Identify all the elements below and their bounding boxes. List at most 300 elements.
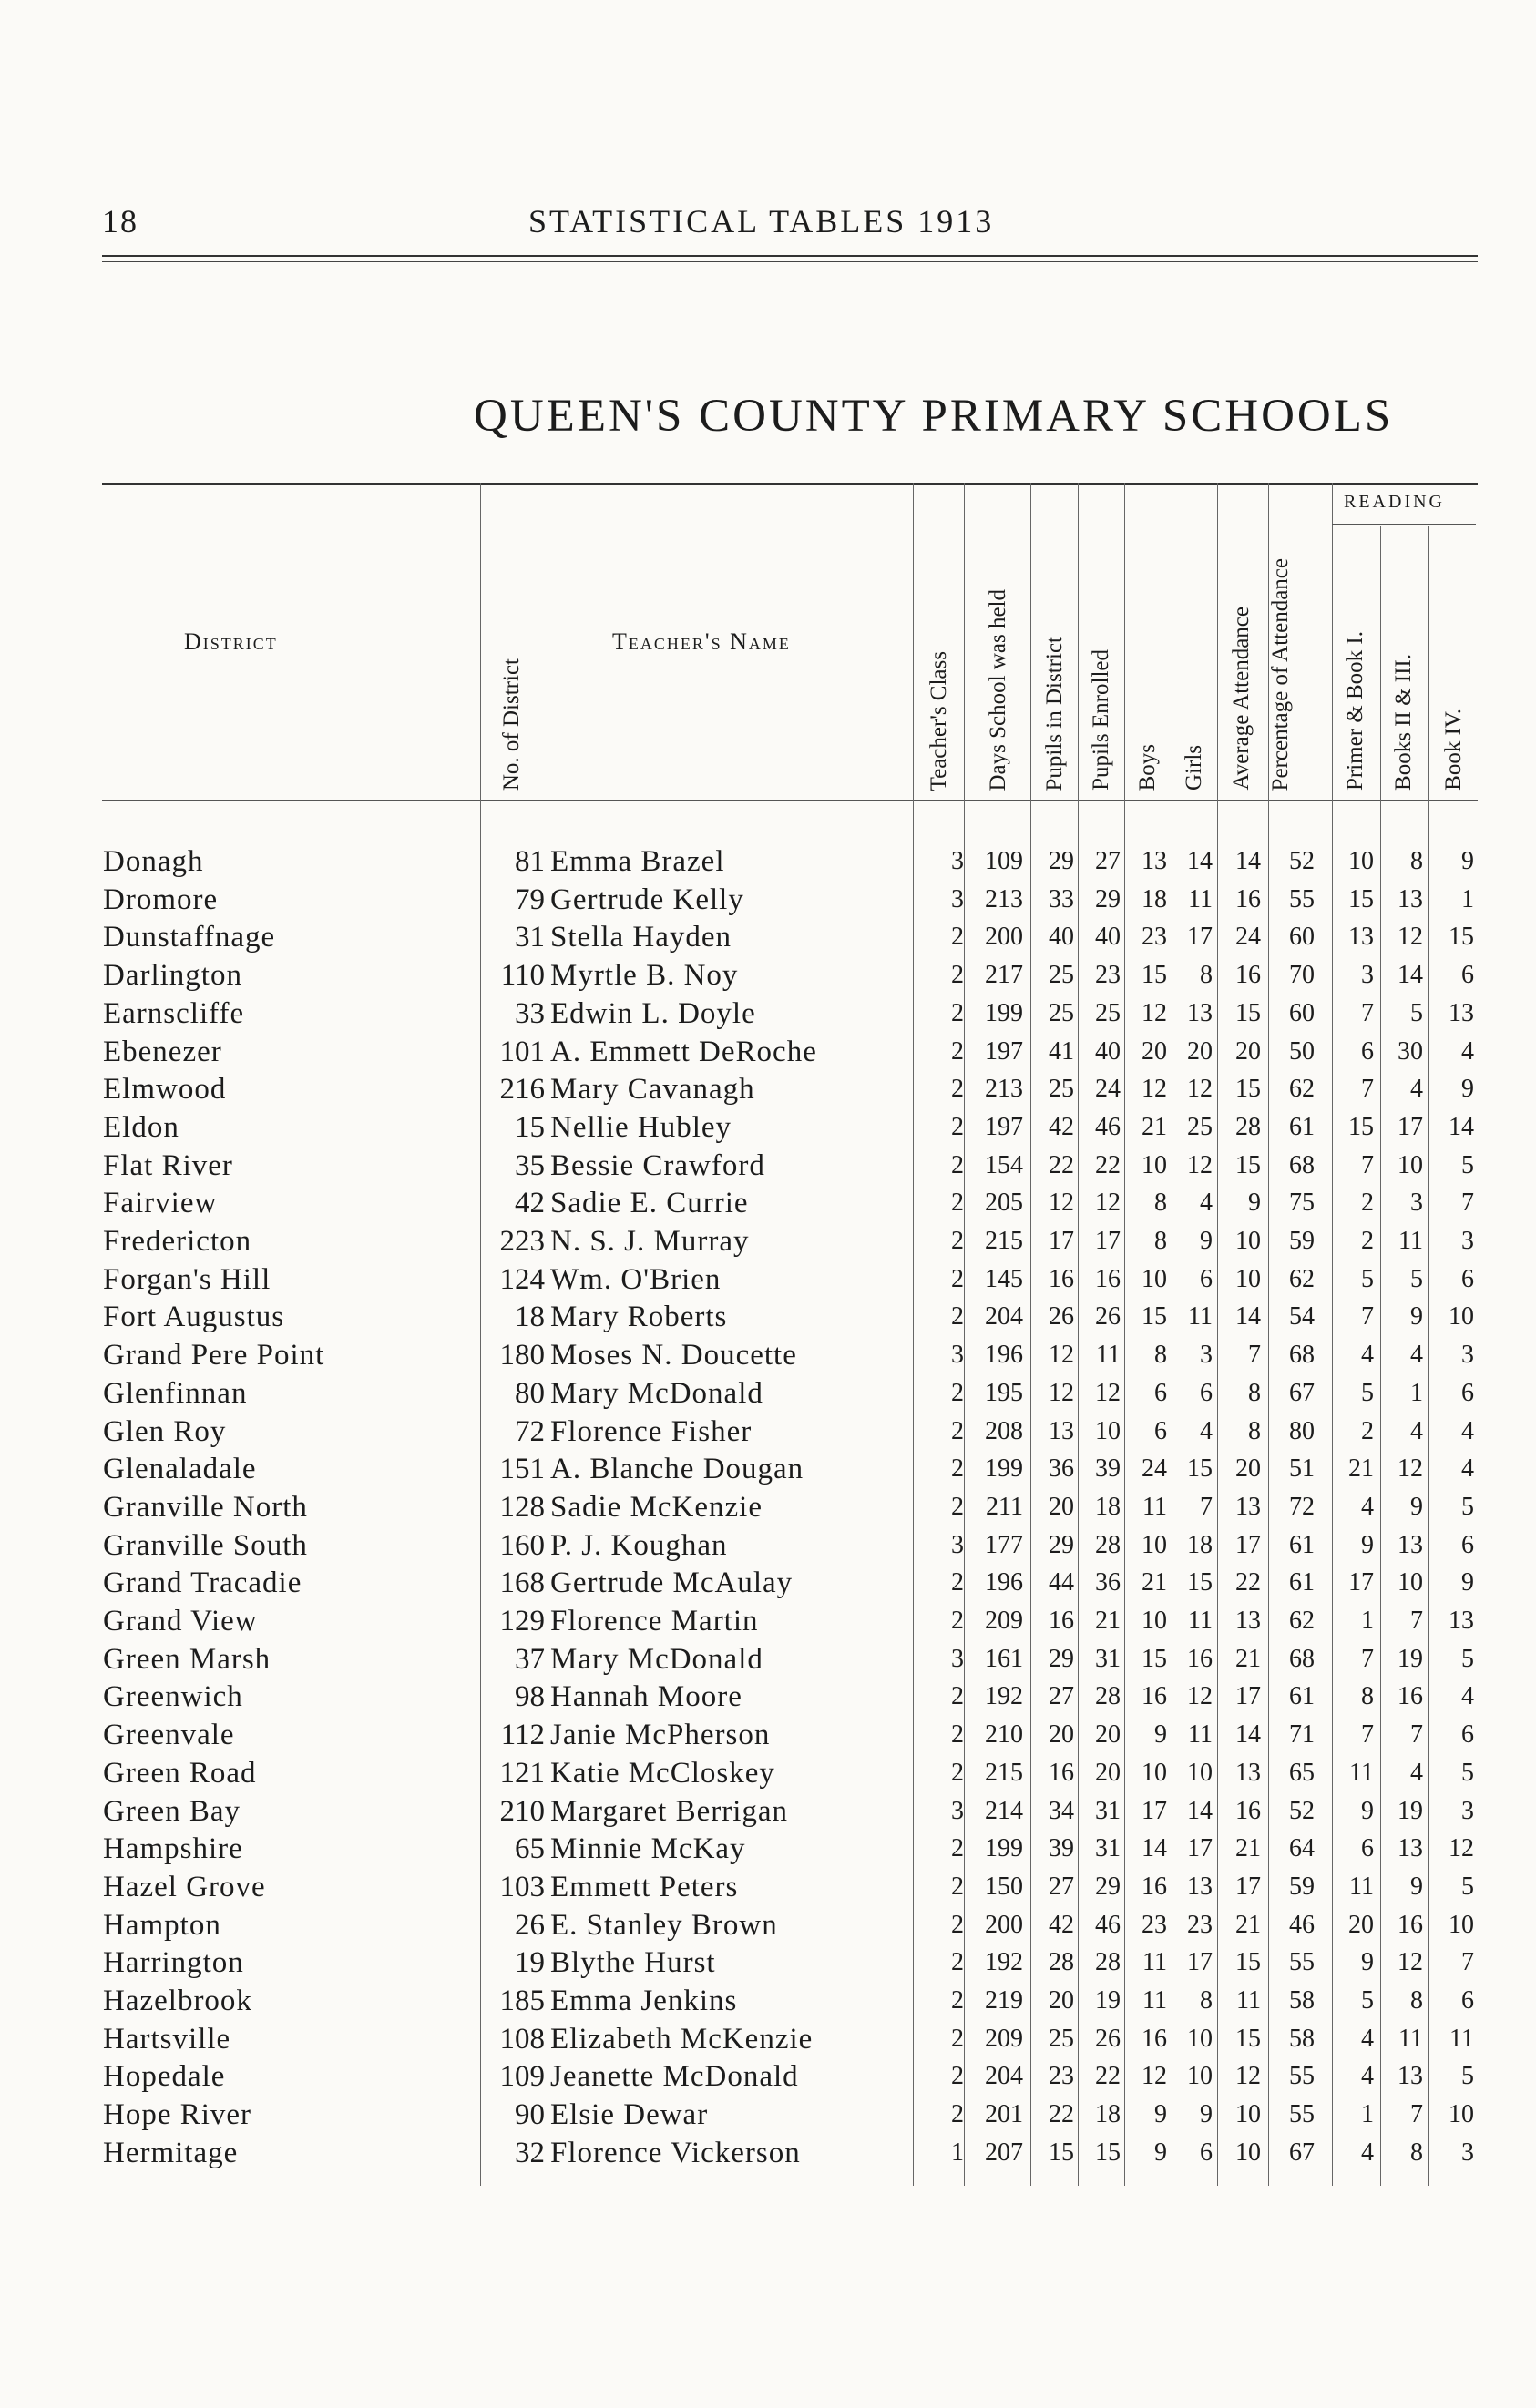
cell-books-2-3: 5 xyxy=(1410,1264,1423,1293)
cell-boys: 11 xyxy=(1142,1948,1167,1977)
cell-average-attendance: 17 xyxy=(1235,1530,1261,1559)
cell-pupils-enrolled: 39 xyxy=(1095,1454,1121,1484)
cell-average-attendance: 13 xyxy=(1235,1607,1261,1635)
cell-days-held: 195 xyxy=(985,1378,1023,1407)
cell-teacher-class: 2 xyxy=(951,1910,964,1939)
cell-book-4: 6 xyxy=(1461,1720,1474,1750)
cell-primer-book-1: 4 xyxy=(1361,2024,1374,2053)
cell-pupils-in-district: 25 xyxy=(1049,2024,1074,2053)
table-row xyxy=(0,1602,1536,1640)
header-pupils-enrolled: Pupils Enrolled xyxy=(1089,649,1113,791)
cell-percentage-attendance: 60 xyxy=(1289,923,1315,952)
cell-percentage-attendance: 65 xyxy=(1289,1758,1315,1787)
cell-books-2-3: 30 xyxy=(1398,1036,1423,1066)
cell-pupils-in-district: 42 xyxy=(1049,1112,1074,1141)
cell-average-attendance: 9 xyxy=(1248,1189,1261,1218)
cell-percentage-attendance: 59 xyxy=(1289,1872,1315,1901)
table-row xyxy=(0,1413,1536,1451)
cell-pupils-enrolled: 19 xyxy=(1095,1986,1121,2015)
cell-district: Hope River xyxy=(103,2098,252,2132)
cell-boys: 17 xyxy=(1142,1796,1167,1825)
cell-district-number: 32 xyxy=(515,2136,545,2169)
table-header-rule xyxy=(102,800,1478,801)
cell-boys: 13 xyxy=(1142,847,1167,875)
cell-girls: 9 xyxy=(1200,2100,1213,2129)
cell-pupils-enrolled: 24 xyxy=(1095,1075,1121,1104)
cell-boys: 12 xyxy=(1142,998,1167,1027)
table-row xyxy=(0,1678,1536,1716)
cell-teacher-name: Emma Jenkins xyxy=(550,1985,738,2017)
cell-district: Grand Pere Point xyxy=(103,1339,325,1372)
cell-pupils-in-district: 12 xyxy=(1049,1378,1074,1407)
cell-teacher-name: Moses N. Doucette xyxy=(550,1339,797,1372)
cell-pupils-enrolled: 25 xyxy=(1095,998,1121,1027)
cell-district: Hampshire xyxy=(103,1832,243,1866)
cell-average-attendance: 21 xyxy=(1235,1834,1261,1863)
cell-teacher-name: Gertrude McAulay xyxy=(550,1566,794,1600)
cell-pupils-enrolled: 27 xyxy=(1095,847,1121,875)
cell-district: Fairview xyxy=(103,1187,218,1220)
cell-primer-book-1: 9 xyxy=(1361,1796,1374,1825)
cell-percentage-attendance: 68 xyxy=(1289,1341,1315,1370)
cell-primer-book-1: 7 xyxy=(1361,1075,1374,1104)
cell-percentage-attendance: 61 xyxy=(1289,1530,1315,1559)
cell-book-4: 3 xyxy=(1461,1227,1474,1255)
cell-district-number: 216 xyxy=(499,1073,545,1107)
cell-days-held: 213 xyxy=(985,884,1023,913)
cell-boys: 10 xyxy=(1142,1758,1167,1787)
cell-girls: 18 xyxy=(1187,1530,1213,1559)
cell-book-4: 6 xyxy=(1461,1378,1474,1407)
cell-books-2-3: 19 xyxy=(1398,1796,1423,1825)
cell-district: Green Marsh xyxy=(103,1642,271,1676)
cell-teacher-class: 2 xyxy=(951,1302,964,1332)
header-boys: Boys xyxy=(1135,743,1160,791)
table-row xyxy=(0,1716,1536,1754)
table-row xyxy=(0,1792,1536,1831)
cell-book-4: 6 xyxy=(1461,1264,1474,1293)
cell-teacher-class: 2 xyxy=(951,1568,964,1597)
cell-percentage-attendance: 68 xyxy=(1289,1644,1315,1673)
cell-girls: 14 xyxy=(1187,847,1213,875)
cell-pupils-in-district: 29 xyxy=(1049,1644,1074,1673)
cell-primer-book-1: 2 xyxy=(1361,1189,1374,1218)
cell-average-attendance: 15 xyxy=(1235,1948,1261,1977)
cell-books-2-3: 9 xyxy=(1410,1302,1423,1332)
cell-books-2-3: 7 xyxy=(1410,1607,1423,1635)
cell-teacher-name: Florence Vickerson xyxy=(550,2136,801,2169)
cell-boys: 21 xyxy=(1142,1112,1167,1141)
cell-days-held: 154 xyxy=(985,1150,1023,1179)
cell-district-number: 112 xyxy=(500,1719,545,1752)
cell-book-4: 5 xyxy=(1461,1644,1474,1673)
cell-days-held: 209 xyxy=(985,1607,1023,1635)
cell-pupils-in-district: 20 xyxy=(1049,1986,1074,2015)
cell-district-number: 110 xyxy=(500,959,545,993)
cell-average-attendance: 10 xyxy=(1235,2138,1261,2167)
cell-district: Greenvale xyxy=(103,1719,235,1752)
cell-pupils-enrolled: 46 xyxy=(1095,1112,1121,1141)
cell-books-2-3: 8 xyxy=(1410,1986,1423,2015)
cell-teacher-class: 3 xyxy=(951,1644,964,1673)
cell-girls: 7 xyxy=(1200,1492,1213,1521)
cell-primer-book-1: 10 xyxy=(1348,847,1374,875)
cell-book-4: 11 xyxy=(1449,2024,1474,2053)
cell-boys: 23 xyxy=(1142,923,1167,952)
cell-teacher-name: E. Stanley Brown xyxy=(550,1908,778,1942)
cell-girls: 6 xyxy=(1200,2138,1213,2167)
cell-boys: 10 xyxy=(1142,1530,1167,1559)
cell-girls: 13 xyxy=(1187,998,1213,1027)
cell-pupils-enrolled: 18 xyxy=(1095,1492,1121,1521)
cell-district-number: 33 xyxy=(515,996,545,1030)
cell-district: Fort Augustus xyxy=(103,1301,285,1334)
cell-average-attendance: 17 xyxy=(1235,1872,1261,1901)
cell-primer-book-1: 4 xyxy=(1361,2138,1374,2167)
cell-percentage-attendance: 70 xyxy=(1289,961,1315,990)
cell-book-4: 3 xyxy=(1461,1341,1474,1370)
cell-boys: 15 xyxy=(1142,961,1167,990)
cell-district-number: 168 xyxy=(499,1566,545,1600)
cell-pupils-in-district: 25 xyxy=(1049,998,1074,1027)
table-row xyxy=(0,2096,1536,2134)
cell-average-attendance: 15 xyxy=(1235,2024,1261,2053)
cell-books-2-3: 4 xyxy=(1410,1341,1423,1370)
cell-teacher-name: Florence Fisher xyxy=(550,1414,753,1448)
cell-pupils-in-district: 20 xyxy=(1049,1492,1074,1521)
cell-district-number: 124 xyxy=(499,1262,545,1296)
table-row xyxy=(0,918,1536,956)
cell-average-attendance: 10 xyxy=(1235,1227,1261,1255)
cell-book-4: 3 xyxy=(1461,1796,1474,1825)
cell-district-number: 37 xyxy=(515,1642,545,1676)
cell-average-attendance: 8 xyxy=(1248,1378,1261,1407)
cell-pupils-enrolled: 20 xyxy=(1095,1720,1121,1750)
cell-district: Green Road xyxy=(103,1756,257,1790)
cell-pupils-in-district: 29 xyxy=(1049,847,1074,875)
cell-girls: 17 xyxy=(1187,923,1213,952)
cell-girls: 10 xyxy=(1187,2024,1213,2053)
cell-average-attendance: 11 xyxy=(1236,1986,1261,2015)
cell-book-4: 6 xyxy=(1461,1530,1474,1559)
cell-percentage-attendance: 52 xyxy=(1289,1796,1315,1825)
cell-boys: 21 xyxy=(1142,1568,1167,1597)
cell-books-2-3: 9 xyxy=(1410,1492,1423,1521)
cell-teacher-class: 2 xyxy=(951,1112,964,1141)
cell-district-number: 108 xyxy=(499,2022,545,2056)
cell-average-attendance: 28 xyxy=(1235,1112,1261,1141)
cell-average-attendance: 14 xyxy=(1235,1720,1261,1750)
cell-days-held: 219 xyxy=(985,1986,1023,2015)
cell-girls: 10 xyxy=(1187,2062,1213,2091)
cell-district-number: 79 xyxy=(515,883,545,916)
cell-district: Donagh xyxy=(103,845,204,878)
cell-primer-book-1: 13 xyxy=(1348,923,1374,952)
cell-days-held: 199 xyxy=(985,998,1023,1027)
cell-teacher-name: Margaret Berrigan xyxy=(550,1794,789,1828)
cell-pupils-enrolled: 15 xyxy=(1095,2138,1121,2167)
cell-pupils-enrolled: 11 xyxy=(1096,1341,1121,1370)
cell-pupils-in-district: 17 xyxy=(1049,1227,1074,1255)
cell-primer-book-1: 2 xyxy=(1361,1416,1374,1445)
cell-days-held: 192 xyxy=(985,1682,1023,1711)
cell-average-attendance: 8 xyxy=(1248,1416,1261,1445)
cell-teacher-class: 2 xyxy=(951,923,964,952)
cell-teacher-name: Florence Martin xyxy=(550,1605,759,1638)
cell-percentage-attendance: 51 xyxy=(1289,1454,1315,1484)
cell-teacher-name: Stella Hayden xyxy=(550,921,732,954)
cell-days-held: 217 xyxy=(985,961,1023,990)
cell-primer-book-1: 7 xyxy=(1361,1150,1374,1179)
cell-district-number: 35 xyxy=(515,1148,545,1182)
table-row xyxy=(0,1033,1536,1071)
cell-district-number: 109 xyxy=(499,2060,545,2094)
cell-percentage-attendance: 72 xyxy=(1289,1492,1315,1521)
cell-pupils-enrolled: 12 xyxy=(1095,1378,1121,1407)
cell-district-number: 81 xyxy=(515,845,545,878)
header-book-4: Book IV. xyxy=(1441,709,1466,791)
cell-district-number: 185 xyxy=(499,1985,545,2017)
cell-book-4: 13 xyxy=(1449,1607,1474,1635)
cell-pupils-enrolled: 20 xyxy=(1095,1758,1121,1787)
cell-average-attendance: 17 xyxy=(1235,1682,1261,1711)
table-row xyxy=(0,1108,1536,1147)
cell-pupils-in-district: 22 xyxy=(1049,2100,1074,2129)
cell-average-attendance: 14 xyxy=(1235,847,1261,875)
cell-district: Hartsville xyxy=(103,2022,231,2056)
cell-average-attendance: 15 xyxy=(1235,1150,1261,1179)
cell-pupils-in-district: 22 xyxy=(1049,1150,1074,1179)
cell-days-held: 200 xyxy=(985,1910,1023,1939)
cell-average-attendance: 10 xyxy=(1235,1264,1261,1293)
cell-days-held: 197 xyxy=(985,1036,1023,1066)
cell-books-2-3: 4 xyxy=(1410,1416,1423,1445)
cell-percentage-attendance: 50 xyxy=(1289,1036,1315,1066)
cell-days-held: 196 xyxy=(985,1341,1023,1370)
cell-pupils-enrolled: 28 xyxy=(1095,1682,1121,1711)
cell-days-held: 200 xyxy=(985,923,1023,952)
table-row xyxy=(0,1147,1536,1185)
header-district: District xyxy=(184,628,278,655)
cell-girls: 9 xyxy=(1200,1227,1213,1255)
cell-girls: 20 xyxy=(1187,1036,1213,1066)
cell-teacher-name: Gertrude Kelly xyxy=(550,883,744,916)
cell-teacher-name: Wm. O'Brien xyxy=(550,1262,722,1296)
cell-teacher-class: 2 xyxy=(951,2062,964,2091)
cell-primer-book-1: 6 xyxy=(1361,1834,1374,1863)
cell-books-2-3: 10 xyxy=(1398,1568,1423,1597)
cell-pupils-in-district: 27 xyxy=(1049,1872,1074,1901)
cell-boys: 23 xyxy=(1142,1910,1167,1939)
table-row xyxy=(0,1336,1536,1374)
cell-girls: 4 xyxy=(1200,1189,1213,1218)
cell-girls: 12 xyxy=(1187,1682,1213,1711)
cell-teacher-class: 2 xyxy=(951,1720,964,1750)
cell-girls: 3 xyxy=(1200,1341,1213,1370)
cell-boys: 15 xyxy=(1142,1302,1167,1332)
cell-average-attendance: 16 xyxy=(1235,1796,1261,1825)
cell-teacher-class: 2 xyxy=(951,1607,964,1635)
table-row xyxy=(0,1982,1536,2020)
cell-district-number: 26 xyxy=(515,1908,545,1942)
cell-district: Earnscliffe xyxy=(103,996,245,1030)
cell-girls: 8 xyxy=(1200,1986,1213,2015)
cell-teacher-name: Mary McDonald xyxy=(550,1376,763,1410)
cell-district-number: 65 xyxy=(515,1832,545,1866)
running-title: STATISTICAL TABLES 1913 xyxy=(528,203,995,240)
cell-girls: 14 xyxy=(1187,1796,1213,1825)
table-row xyxy=(0,2057,1536,2096)
cell-books-2-3: 16 xyxy=(1398,1682,1423,1711)
cell-district: Darlington xyxy=(103,959,242,993)
cell-district: Hampton xyxy=(103,1908,221,1942)
header-teacher-name: Teacher's Name xyxy=(612,628,791,655)
cell-average-attendance: 20 xyxy=(1235,1036,1261,1066)
cell-average-attendance: 22 xyxy=(1235,1568,1261,1597)
table-row xyxy=(0,956,1536,995)
cell-days-held: 213 xyxy=(985,1075,1023,1104)
cell-percentage-attendance: 61 xyxy=(1289,1568,1315,1597)
table-row xyxy=(0,1830,1536,1868)
cell-book-4: 5 xyxy=(1461,1492,1474,1521)
cell-teacher-name: Sadie McKenzie xyxy=(550,1490,763,1524)
cell-teacher-name: Mary Cavanagh xyxy=(550,1073,755,1107)
cell-district-number: 103 xyxy=(499,1870,545,1903)
cell-books-2-3: 11 xyxy=(1398,1227,1423,1255)
cell-books-2-3: 13 xyxy=(1398,1530,1423,1559)
header-days-held: Days School was held xyxy=(986,588,1010,791)
cell-boys: 6 xyxy=(1154,1378,1167,1407)
cell-district: Hazelbrook xyxy=(103,1985,252,2017)
cell-days-held: 145 xyxy=(985,1264,1023,1293)
cell-pupils-enrolled: 28 xyxy=(1095,1948,1121,1977)
cell-boys: 12 xyxy=(1142,2062,1167,2091)
cell-pupils-enrolled: 29 xyxy=(1095,884,1121,913)
cell-district-number: 90 xyxy=(515,2098,545,2132)
cell-district-number: 42 xyxy=(515,1187,545,1220)
table-row xyxy=(0,1640,1536,1678)
cell-primer-book-1: 7 xyxy=(1361,1720,1374,1750)
cell-teacher-class: 2 xyxy=(951,961,964,990)
cell-teacher-class: 2 xyxy=(951,1986,964,2015)
cell-boys: 8 xyxy=(1154,1341,1167,1370)
cell-teacher-name: N. S. J. Murray xyxy=(550,1225,750,1258)
cell-boys: 8 xyxy=(1154,1189,1167,1218)
cell-pupils-enrolled: 31 xyxy=(1095,1796,1121,1825)
cell-boys: 18 xyxy=(1142,884,1167,913)
page-number: 18 xyxy=(102,203,138,240)
cell-pupils-in-district: 34 xyxy=(1049,1796,1074,1825)
table-row xyxy=(0,995,1536,1033)
cell-primer-book-1: 4 xyxy=(1361,1341,1374,1370)
cell-average-attendance: 15 xyxy=(1235,998,1261,1027)
cell-books-2-3: 7 xyxy=(1410,1720,1423,1750)
cell-pupils-in-district: 39 xyxy=(1049,1834,1074,1863)
cell-pupils-in-district: 28 xyxy=(1049,1948,1074,1977)
cell-girls: 10 xyxy=(1187,1758,1213,1787)
header-average-attendance: Average Attendance xyxy=(1229,607,1254,791)
cell-books-2-3: 9 xyxy=(1410,1872,1423,1901)
cell-pupils-in-district: 33 xyxy=(1049,884,1074,913)
cell-boys: 6 xyxy=(1154,1416,1167,1445)
cell-book-4: 10 xyxy=(1449,1910,1474,1939)
cell-books-2-3: 13 xyxy=(1398,1834,1423,1863)
table-row xyxy=(0,1906,1536,1944)
cell-days-held: 199 xyxy=(985,1454,1023,1484)
table-row xyxy=(0,1564,1536,1602)
cell-teacher-class: 3 xyxy=(951,1796,964,1825)
cell-book-4: 1 xyxy=(1461,884,1474,913)
cell-book-4: 5 xyxy=(1461,1150,1474,1179)
cell-books-2-3: 13 xyxy=(1398,884,1423,913)
cell-days-held: 209 xyxy=(985,2024,1023,2053)
cell-days-held: 109 xyxy=(985,847,1023,875)
cell-boys: 11 xyxy=(1142,1986,1167,2015)
table-top-rule xyxy=(102,483,1478,485)
cell-district: Flat River xyxy=(103,1148,233,1182)
cell-book-4: 4 xyxy=(1461,1416,1474,1445)
cell-book-4: 10 xyxy=(1449,1302,1474,1332)
cell-percentage-attendance: 55 xyxy=(1289,2100,1315,2129)
cell-district: Dromore xyxy=(103,883,219,916)
cell-days-held: 177 xyxy=(985,1530,1023,1559)
cell-teacher-class: 2 xyxy=(951,1075,964,1104)
cell-pupils-in-district: 25 xyxy=(1049,961,1074,990)
cell-girls: 25 xyxy=(1187,1112,1213,1141)
cell-girls: 23 xyxy=(1187,1910,1213,1939)
cell-boys: 10 xyxy=(1142,1150,1167,1179)
cell-average-attendance: 15 xyxy=(1235,1075,1261,1104)
cell-books-2-3: 5 xyxy=(1410,998,1423,1027)
cell-books-2-3: 4 xyxy=(1410,1075,1423,1104)
cell-days-held: 207 xyxy=(985,2138,1023,2167)
cell-district-number: 160 xyxy=(499,1528,545,1562)
cell-teacher-class: 2 xyxy=(951,1682,964,1711)
table-row xyxy=(0,1184,1536,1222)
cell-teacher-class: 2 xyxy=(951,1758,964,1787)
cell-girls: 4 xyxy=(1200,1416,1213,1445)
cell-boys: 10 xyxy=(1142,1264,1167,1293)
cell-teacher-name: Sadie E. Currie xyxy=(550,1187,749,1220)
cell-district-number: 72 xyxy=(515,1414,545,1448)
cell-percentage-attendance: 62 xyxy=(1289,1264,1315,1293)
cell-pupils-in-district: 12 xyxy=(1049,1341,1074,1370)
cell-teacher-name: Katie McCloskey xyxy=(550,1756,775,1790)
cell-district-number: 101 xyxy=(499,1035,545,1068)
cell-pupils-enrolled: 40 xyxy=(1095,1036,1121,1066)
cell-teacher-name: Minnie McKay xyxy=(550,1832,746,1866)
cell-boys: 15 xyxy=(1142,1644,1167,1673)
cell-book-4: 5 xyxy=(1461,1872,1474,1901)
cell-girls: 17 xyxy=(1187,1948,1213,1977)
cell-primer-book-1: 21 xyxy=(1348,1454,1374,1484)
header-reading: READING xyxy=(1344,492,1445,512)
cell-primer-book-1: 7 xyxy=(1361,1644,1374,1673)
cell-district-number: 80 xyxy=(515,1376,545,1410)
cell-books-2-3: 10 xyxy=(1398,1150,1423,1179)
table-row xyxy=(0,1298,1536,1336)
cell-teacher-class: 2 xyxy=(951,998,964,1027)
cell-district: Fredericton xyxy=(103,1225,252,1258)
cell-primer-book-1: 6 xyxy=(1361,1036,1374,1066)
cell-girls: 11 xyxy=(1188,1302,1213,1332)
cell-teacher-name: Elsie Dewar xyxy=(550,2098,709,2132)
cell-pupils-in-district: 36 xyxy=(1049,1454,1074,1484)
table-row xyxy=(0,1754,1536,1792)
cell-books-2-3: 14 xyxy=(1398,961,1423,990)
cell-district-number: 15 xyxy=(515,1110,545,1144)
cell-girls: 11 xyxy=(1188,884,1213,913)
